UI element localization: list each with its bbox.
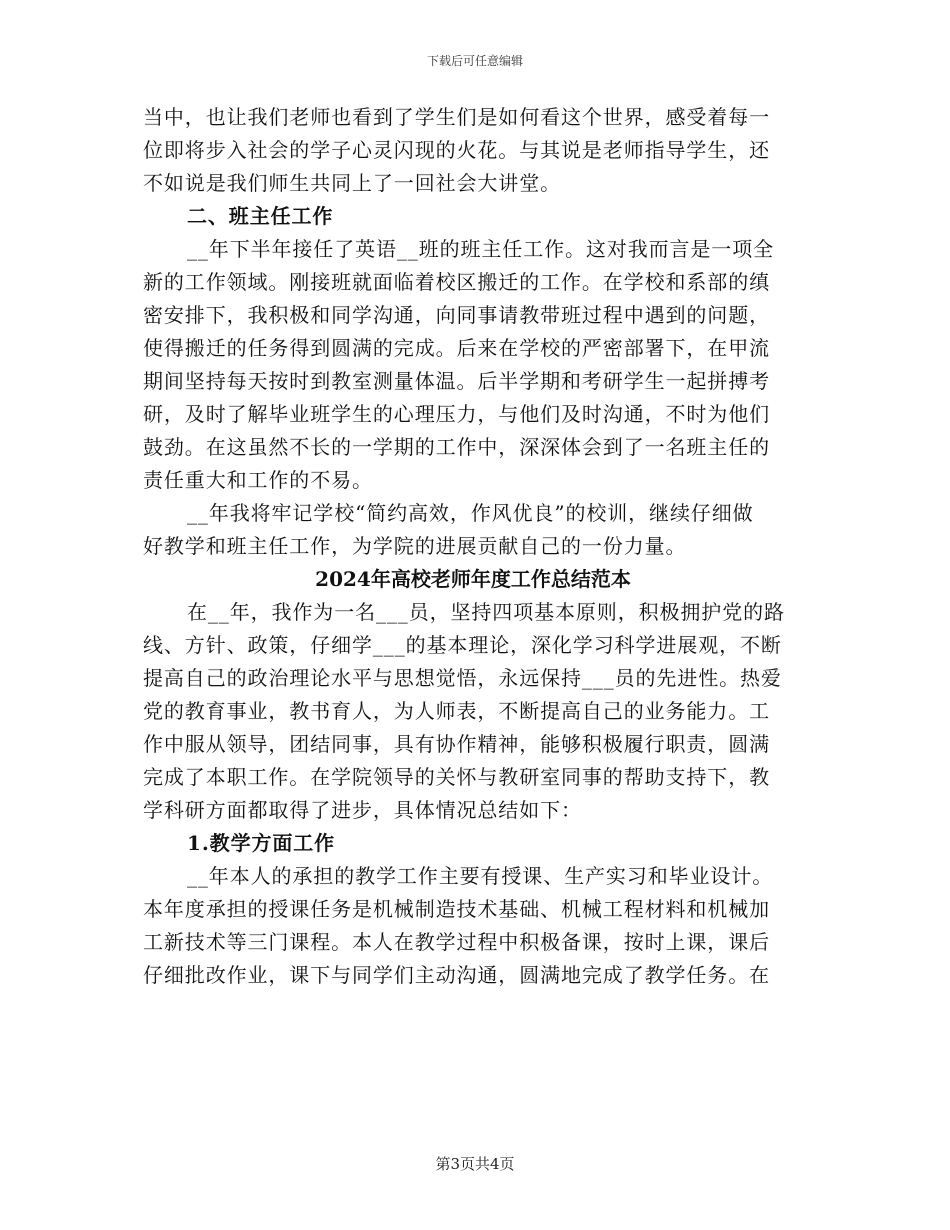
paragraph-line: 新的工作领域。刚接班就面临着校区搬迁的工作。在学校和系部的缜	[143, 270, 770, 294]
paragraph-line: 本年度承担的授课任务是机械制造技术基础、机械工程材料和机械加	[143, 897, 770, 921]
paragraph-line: 位即将步入社会的学子心灵闪现的火花。与其说是老师指导学生，还	[143, 138, 770, 162]
paragraph-line: __年下半年接任了英语__班的班主任工作。这对我而言是一项全	[187, 237, 774, 261]
document-title: 2024年高校老师年度工作总结范本	[315, 567, 631, 591]
paragraph-line: 仔细批改作业，课下与同学们主动沟通，圆满地完成了教学任务。在	[143, 963, 770, 987]
paragraph-line: 好教学和班主任工作，为学院的进展贡献自己的一份力量。	[143, 534, 687, 558]
paragraph-line: __年我将牢记学校“简约高效，作风优良”的校训，继续仔细做	[187, 501, 754, 525]
page-number: 第3页共4页	[435, 1155, 515, 1173]
paragraph-line: 提高自己的政治理论水平与思想觉悟，永远保持___员的先进性。热爱	[143, 666, 782, 690]
paragraph-line: 作中服从领导，团结同事，具有协作精神，能够积极履行职责，圆满	[143, 732, 770, 756]
page-header: 下载后可任意编辑	[426, 54, 523, 68]
paragraph-line: 党的教育事业，教书育人，为人师表，不断提高自己的业务能力。工	[143, 699, 770, 723]
paragraph-line: 研，及时了解毕业班学生的心理压力，与他们及时沟通，不时为他们	[143, 402, 770, 426]
paragraph-line: 工新技术等三门课程。本人在教学过程中积极备课，按时上课，课后	[143, 930, 770, 954]
paragraph-line: 密安排下，我积极和同学沟通，向同事请教带班过程中遇到的问题，	[143, 303, 770, 327]
paragraph-line: 在__年，我作为一名___员，坚持四项基本原则，积极拥护党的路	[187, 600, 785, 624]
paragraph-line: 责任重大和工作的不易。	[143, 468, 373, 492]
paragraph-line: 鼓劲。在这虽然不长的一学期的工作中，深深体会到了一名班主任的	[143, 435, 770, 459]
paragraph-line: 完成了本职工作。在学院领导的关怀与教研室同事的帮助支持下，教	[143, 765, 770, 789]
document-body	[143, 101, 803, 992]
section-heading: 1.教学方面工作	[187, 831, 336, 855]
paragraph-line: 不如说是我们师生共同上了一回社会大讲堂。	[143, 171, 561, 195]
paragraph-line: 使得搬迁的任务得到圆满的完成。后来在学校的严密部署下，在甲流	[143, 336, 770, 360]
paragraph-line: __年本人的承担的教学工作主要有授课、生产实习和毕业设计。	[187, 864, 774, 888]
paragraph-line: 当中，也让我们老师也看到了学生们是如何看这个世界，感受着每一	[143, 105, 770, 129]
paragraph-line: 学科研方面都取得了进步，具体情况总结如下：	[143, 798, 582, 822]
paragraph-line: 期间坚持每天按时到教室测量体温。后半学期和考研学生一起拼搏考	[143, 369, 770, 393]
section-heading: 二、班主任工作	[187, 204, 334, 228]
paragraph-line: 线、方针、政策，仔细学___的基本理论，深化学习科学进展观，不断	[143, 633, 782, 657]
